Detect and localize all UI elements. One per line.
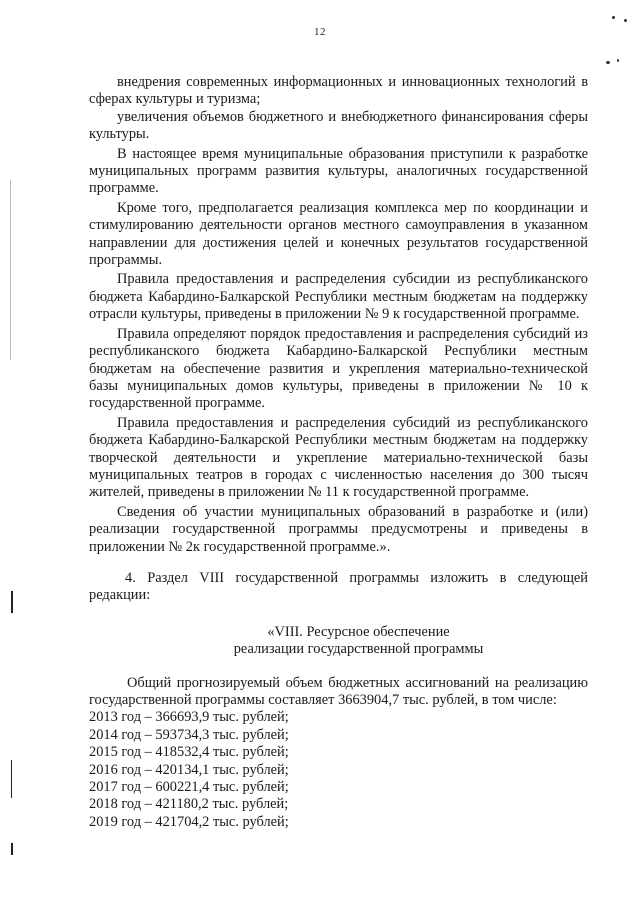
- scan-speck: [617, 59, 619, 62]
- scan-margin-line: [10, 180, 11, 360]
- scan-margin-mark: [11, 760, 12, 798]
- paragraph: увеличения объемов бюджетного и внебюджетного финансирования сферы культуры.: [89, 108, 588, 143]
- paragraph: Правила определяют порядок предоставления и распределения субсидий из республиканского бюджета Кабардино-Балкарской Республики местным бюджетам на обеспечение развития и укрепления материально-технической базы муниципальных домов культуры, приведены в приложении № 10 к государственной программе.: [89, 325, 588, 412]
- budget-intro: Общий прогнозируемый объем бюджетных ассигнований на реализацию государственной программы составляет 3663904,7 тыс. рублей, в том числе:: [89, 674, 588, 708]
- paragraph: Правила предоставления и распределения субсидии из республиканского бюджета Кабардино-Балкарской Республики местным бюджетам на поддержку отрасли культуры, приведены в приложении № 9 к государственной программе.: [89, 271, 588, 323]
- scan-speck: [624, 19, 627, 22]
- paragraph: внедрения современных информационных и инновационных технологий в сферах культуры и туризма;: [89, 74, 588, 108]
- section-heading: [89, 624, 588, 659]
- section-heading-line: «VIII. Ресурсное обеспечение: [267, 623, 450, 640]
- paragraph: Кроме того, предполагается реализация комплекса мер по координации и стимулированию деятельности органов местного самоуправления в указанном направлении для достижения целей и конечных результатов государственной программы.: [89, 199, 588, 269]
- budget-year-item: 2013 год – 366693,9 тыс. рублей;: [89, 709, 289, 726]
- document-body: [89, 74, 588, 831]
- page-number: 12: [314, 26, 326, 38]
- paragraph: Сведения об участии муниципальных образований в разработке и (или) реализации государственной программы предусмотрены и приведены в приложении № 2к государственной программе.».: [89, 503, 588, 555]
- budget-year-item: 2016 год – 420134,1 тыс. рублей;: [89, 761, 289, 778]
- section-heading-line: реализации государственной программы: [233, 641, 484, 658]
- amendment-item: 4. Раздел VIII государственной программы изложить в следующей редакции:: [89, 569, 588, 604]
- scan-speck: [612, 16, 615, 19]
- budget-year-item: 2014 год – 593734,3 тыс. рублей;: [89, 726, 289, 743]
- scan-speck: [606, 61, 610, 64]
- budget-year-item: 2017 год – 600221,4 тыс. рублей;: [89, 779, 289, 796]
- scan-margin-mark: [11, 591, 13, 613]
- budget-year-item: 2015 год – 418532,4 тыс. рублей;: [89, 744, 289, 761]
- budget-year-list: [89, 709, 588, 831]
- budget-year-item: 2018 год – 421180,2 тыс. рублей;: [89, 796, 289, 813]
- paragraph: Правила предоставления и распределения субсидий из республиканского бюджета Кабардино-Балкарской Республики местным бюджетам на поддержку творческой деятельности и укрепление материально-технической базы муниципальных театров в городах с численностью населения до 300 тысяч жителей, приведены в приложении № 11 к государственной программе.: [89, 414, 588, 501]
- budget-year-item: 2019 год – 421704,2 тыс. рублей;: [89, 813, 289, 830]
- scan-margin-mark: [11, 843, 13, 855]
- paragraph: В настоящее время муниципальные образования приступили к разработке муниципальных программ развития культуры, аналогичных государственной программе.: [89, 145, 588, 197]
